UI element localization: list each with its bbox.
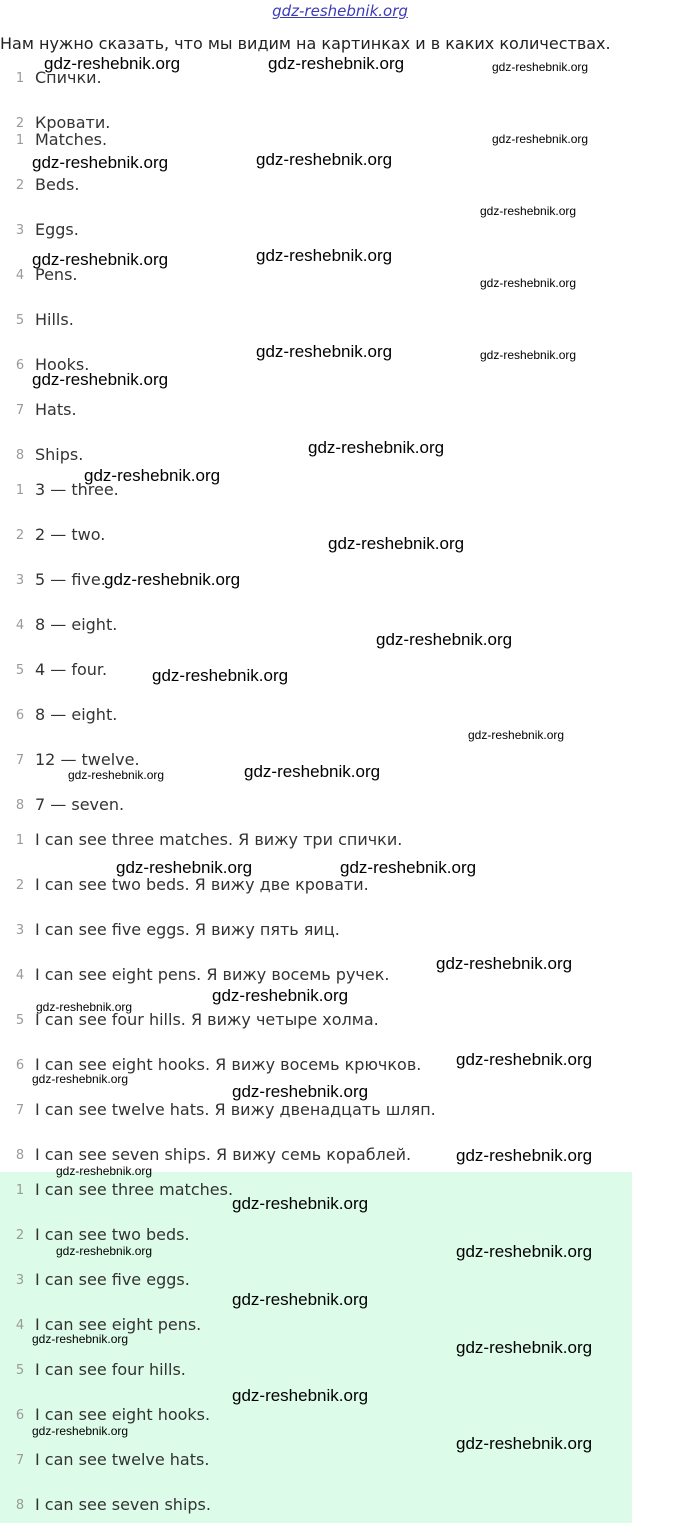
watermark: gdz-reshebnik.org: [256, 150, 393, 169]
item-text: I can see two beds. Я вижу две кровати.: [35, 875, 369, 894]
list-item: [0, 1450, 632, 1495]
item-number: 7: [15, 1103, 25, 1118]
list-item: [0, 1010, 632, 1055]
list-item: [0, 615, 632, 660]
item-number: 3: [15, 923, 25, 938]
item-number: 6: [15, 1058, 25, 1073]
item-text: 5 — five.: [35, 570, 106, 589]
watermark: gdz-reshebnik.org: [232, 1290, 369, 1309]
item-number: 3: [15, 573, 25, 588]
item-number: 1: [15, 833, 25, 848]
item-text: I can see eight hooks. Я вижу восемь крючков.: [35, 1055, 422, 1074]
watermark: gdz-reshebnik.org: [36, 1000, 133, 1014]
watermark: gdz-reshebnik.org: [480, 276, 577, 290]
item-number: 1: [15, 71, 25, 86]
item-text: Hooks.: [35, 355, 90, 374]
item-text: 4 — four.: [35, 660, 108, 679]
item-number: 6: [15, 1408, 25, 1423]
site-header-link[interactable]: gdz-reshebnik.org: [272, 2, 408, 20]
item-text: Ships.: [35, 445, 84, 464]
item-text: I can see seven ships. Я вижу семь кораблей.: [35, 1145, 412, 1164]
item-number: 7: [15, 753, 25, 768]
watermark: gdz-reshebnik.org: [32, 250, 169, 269]
item-number: 2: [15, 528, 25, 543]
item-text: 3 — three.: [35, 480, 119, 499]
item-text: I can see twelve hats.: [35, 1450, 210, 1469]
item-text: Кровати.: [35, 113, 111, 132]
item-text: Pens.: [35, 265, 78, 284]
item-number: 1: [15, 1183, 25, 1198]
item-number: 5: [15, 663, 25, 678]
item-number: 1: [15, 133, 25, 148]
item-text: I can see five eggs. Я вижу пять яиц.: [35, 920, 340, 939]
watermark: gdz-reshebnik.org: [232, 1386, 369, 1405]
item-number: 2: [15, 178, 25, 193]
watermark: gdz-reshebnik.org: [44, 54, 181, 73]
watermark: gdz-reshebnik.org: [212, 986, 349, 1005]
list-item: [0, 1495, 632, 1540]
watermark: gdz-reshebnik.org: [456, 1050, 593, 1069]
item-number: 3: [15, 223, 25, 238]
watermark: gdz-reshebnik.org: [480, 204, 577, 218]
watermark: gdz-reshebnik.org: [456, 1242, 593, 1261]
item-text: I can see seven ships.: [35, 1495, 211, 1514]
item-number: 8: [15, 1148, 25, 1163]
item-number: 1: [15, 483, 25, 498]
watermark: gdz-reshebnik.org: [32, 1332, 129, 1346]
item-text: Matches.: [35, 130, 108, 149]
watermark: gdz-reshebnik.org: [104, 570, 241, 589]
item-number: 7: [15, 1453, 25, 1468]
item-number: 5: [15, 313, 25, 328]
item-number: 4: [15, 618, 25, 633]
watermark: gdz-reshebnik.org: [376, 630, 513, 649]
list-item: [0, 570, 632, 615]
watermark: gdz-reshebnik.org: [68, 768, 165, 782]
watermark: gdz-reshebnik.org: [268, 54, 405, 73]
item-text: I can see eight pens. Я вижу восемь ручек.: [35, 965, 390, 984]
item-number: 3: [15, 1273, 25, 1288]
list-item: [0, 830, 632, 875]
item-number: 5: [15, 1013, 25, 1028]
watermark: gdz-reshebnik.org: [32, 370, 169, 389]
watermark: gdz-reshebnik.org: [84, 466, 221, 485]
watermark: gdz-reshebnik.org: [32, 1424, 129, 1438]
watermark: gdz-reshebnik.org: [468, 728, 565, 742]
item-text: I can see four hills.: [35, 1360, 186, 1379]
item-text: I can see eight pens.: [35, 1315, 202, 1334]
watermark: gdz-reshebnik.org: [492, 132, 589, 146]
item-number: 5: [15, 1363, 25, 1378]
watermark: gdz-reshebnik.org: [492, 60, 589, 74]
list-item: [0, 68, 632, 113]
watermark: gdz-reshebnik.org: [456, 1146, 593, 1165]
watermark: gdz-reshebnik.org: [32, 1072, 129, 1086]
item-number: 4: [15, 968, 25, 983]
intro-text: Нам нужно сказать, что мы видим на картинках и в каких количествах.: [0, 34, 611, 53]
watermark: gdz-reshebnik.org: [56, 1244, 153, 1258]
item-text: 8 — eight.: [35, 705, 118, 724]
item-text: Eggs.: [35, 220, 79, 239]
list-item: [0, 525, 632, 570]
list-item: [0, 480, 632, 525]
item-text: Hills.: [35, 310, 74, 329]
watermark: gdz-reshebnik.org: [116, 858, 253, 877]
item-number: 8: [15, 448, 25, 463]
watermark: gdz-reshebnik.org: [456, 1338, 593, 1357]
list-item: [0, 875, 632, 920]
watermark: gdz-reshebnik.org: [232, 1082, 369, 1101]
item-text: I can see two beds.: [35, 1225, 190, 1244]
list-item: [0, 660, 632, 705]
watermark: gdz-reshebnik.org: [32, 153, 169, 172]
item-number: 8: [15, 798, 25, 813]
item-text: I can see three matches. Я вижу три спички.: [35, 830, 403, 849]
item-text: Beds.: [35, 175, 80, 194]
item-text: I can see four hills. Я вижу четыре холма.: [35, 1010, 379, 1029]
item-number: 4: [15, 1318, 25, 1333]
item-number: 6: [15, 708, 25, 723]
item-number: 4: [15, 268, 25, 283]
item-text: 7 — seven.: [35, 795, 125, 814]
watermark: gdz-reshebnik.org: [256, 246, 393, 265]
item-number: 8: [15, 1498, 25, 1513]
item-text: Hats.: [35, 400, 77, 419]
watermark: gdz-reshebnik.org: [244, 762, 381, 781]
watermark: gdz-reshebnik.org: [480, 348, 577, 362]
watermark: gdz-reshebnik.org: [308, 438, 445, 457]
item-number: 2: [15, 1228, 25, 1243]
watermark: gdz-reshebnik.org: [436, 954, 573, 973]
item-text: 12 — twelve.: [35, 750, 140, 769]
watermark: gdz-reshebnik.org: [456, 1434, 593, 1453]
item-number: 7: [15, 403, 25, 418]
watermark: gdz-reshebnik.org: [232, 1194, 369, 1213]
item-text: 2 — two.: [35, 525, 106, 544]
watermark: gdz-reshebnik.org: [152, 666, 289, 685]
list-item: [0, 1100, 632, 1145]
watermark: gdz-reshebnik.org: [340, 858, 477, 877]
watermark: gdz-reshebnik.org: [328, 534, 465, 553]
item-text: 8 — eight.: [35, 615, 118, 634]
item-text: I can see twelve hats. Я вижу двенадцать шляп.: [35, 1100, 436, 1119]
watermark: gdz-reshebnik.org: [56, 1164, 153, 1178]
item-text: I can see five eggs.: [35, 1270, 190, 1289]
item-text: I can see eight hooks.: [35, 1405, 211, 1424]
item-number: 6: [15, 358, 25, 373]
item-number: 2: [15, 116, 25, 131]
watermark: gdz-reshebnik.org: [256, 342, 393, 361]
item-text: I can see three matches.: [35, 1180, 234, 1199]
item-number: 2: [15, 878, 25, 893]
item-text: Спички.: [35, 68, 102, 87]
